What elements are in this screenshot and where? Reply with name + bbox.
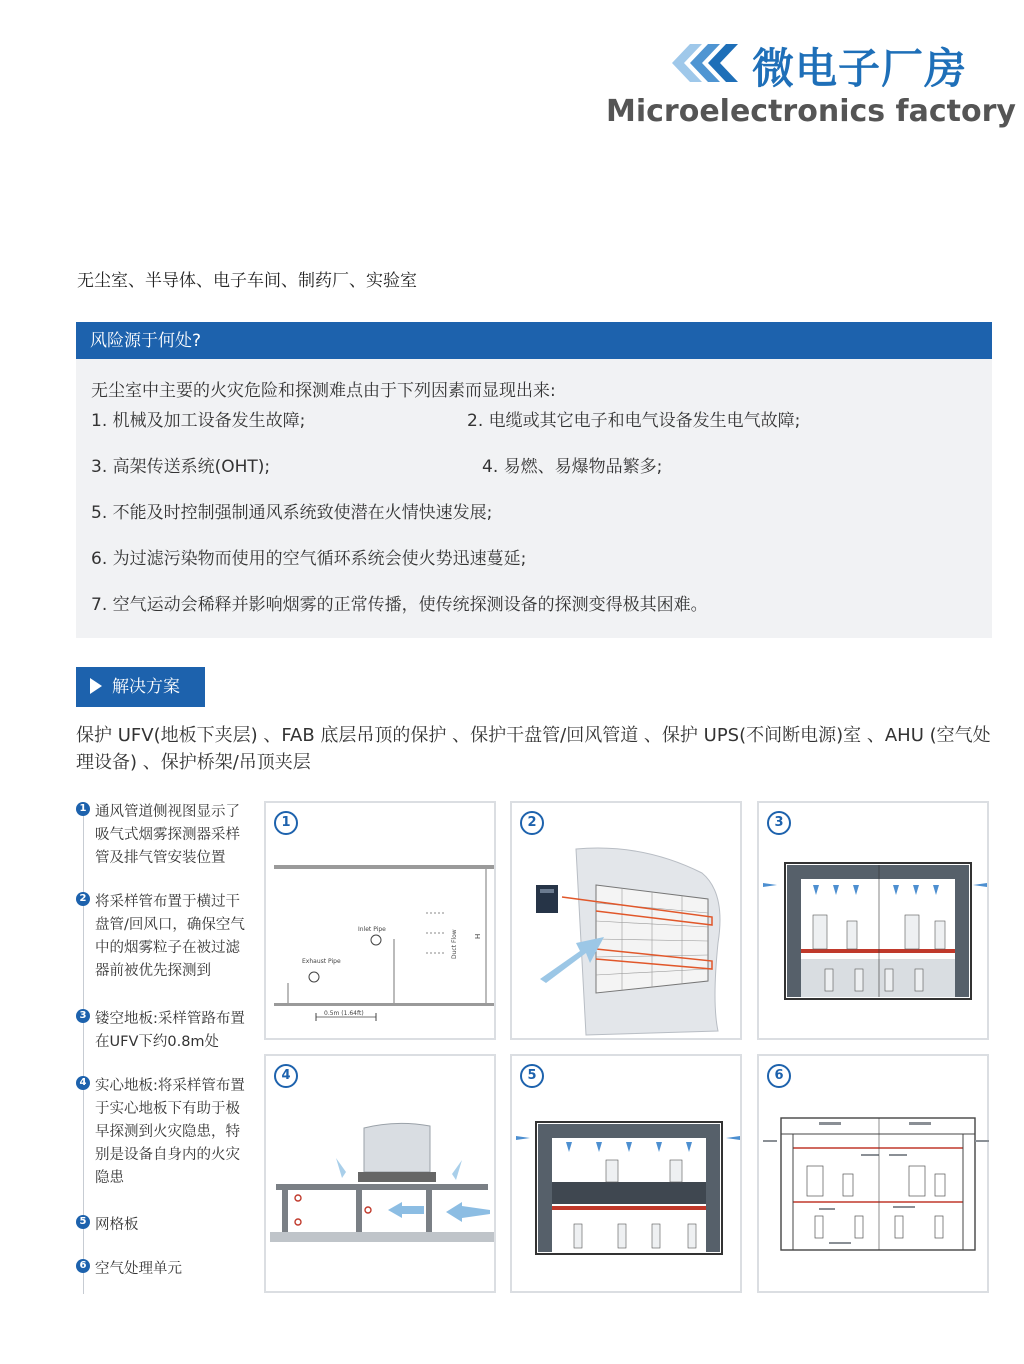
risk-item: 1. 机械及加工设备发生故障; [91, 411, 306, 431]
risk-heading: 风险源于何处? [90, 331, 202, 351]
step-text: 空气处理单元 [95, 1261, 182, 1277]
step-text: 网格板 [95, 1217, 139, 1233]
step-text: 镂空地板:采样管路布置在UFV下约0.8m处 [95, 1011, 245, 1050]
panel-number: 5 [520, 1064, 544, 1088]
brand-title-cn: 微电子厂房 [752, 44, 968, 93]
risk-item: 5. 不能及时控制强制通风系统致使潜在火情快速发展; [91, 503, 493, 523]
grating-diagram [512, 1056, 744, 1295]
step-text: 将采样管布置于横过干盘管/回风口，确保空气中的烟雾粒子在被过滤器前被优先探测到 [95, 894, 245, 979]
filter-diagram [512, 803, 744, 1042]
panel-number: 1 [274, 811, 298, 835]
figure-panel-solid-floor [264, 1054, 496, 1293]
risk-item: 3. 高架传送系统(OHT); [91, 457, 271, 477]
risk-item: 2. 电缆或其它电子和电气设备发生电气故障; [467, 411, 801, 431]
panel-number: 6 [767, 1064, 791, 1088]
risk-panel [76, 322, 992, 638]
figure-panel-grating [510, 1054, 742, 1293]
raised-floor-diagram [759, 803, 991, 1042]
legend-step [76, 1075, 254, 1190]
brand-title-en: Microelectronics factory [606, 94, 1016, 129]
solution-text: 保护 UFV(地板下夹层) 、FAB 底层吊顶的保护 、保护干盘管/回风管道 、保护 UPS(不间断电源)室 、AHU (空气处理设备) 、保护桥架/吊顶夹层 [76, 725, 991, 773]
chevron-logo-icon [668, 40, 740, 86]
figure-panel-raised-floor [757, 801, 989, 1040]
risk-item: 4. 易燃、易爆物品繁多; [482, 457, 663, 477]
step-number: 1 [76, 802, 90, 816]
application-areas: 无尘室、半导体、电子车间、制药厂、实验室 [77, 271, 417, 291]
legend-step [76, 891, 254, 983]
step-text: 通风管道侧视图显示了吸气式烟雾探测器采样管及排气管安装位置 [95, 804, 240, 866]
step-number: 6 [76, 1259, 90, 1273]
panel-number: 2 [520, 811, 544, 835]
panel-number: 4 [274, 1064, 298, 1088]
figure-panel-duct [264, 801, 496, 1040]
duct-diagram [266, 803, 498, 1042]
legend-step [76, 1008, 254, 1054]
dimension-label: 0.5m (1.64ft) [324, 1010, 364, 1017]
risk-item: 6. 为过滤污染物而使用的空气循环系统会使火势迅速蔓延; [91, 549, 527, 569]
step-number: 3 [76, 1009, 90, 1023]
risk-intro: 无尘室中主要的火灾危险和探测难点由于下列因素而显现出来: [91, 381, 556, 401]
step-number: 5 [76, 1215, 90, 1229]
solution-tab [76, 667, 205, 707]
panel-number: 3 [767, 811, 791, 835]
solid-floor-diagram [266, 1056, 498, 1295]
step-text: 实心地板:将采样管布置于实心地板下有助于极早探测到火灾隐患，特别是设备自身内的火灾隐患 [95, 1078, 245, 1186]
play-triangle-icon [90, 678, 102, 694]
risk-heading-bar [76, 322, 992, 359]
ahu-diagram [759, 1056, 991, 1295]
risk-item: 7. 空气运动会稀释并影响烟雾的正常传播，使传统探测设备的探测变得极其困难。 [91, 595, 708, 615]
legend-step [76, 1258, 254, 1281]
exhaust-pipe-label: Exhaust Pipe [302, 958, 341, 965]
solution-tab-label: 解决方案 [112, 677, 180, 697]
figure-panel-ahu [757, 1054, 989, 1293]
duct-flow-label: Duct Flow [451, 929, 458, 959]
step-number: 2 [76, 892, 90, 906]
inlet-pipe-label: Inlet Pipe [358, 926, 386, 933]
step-number: 4 [76, 1076, 90, 1090]
figure-panel-filter [510, 801, 742, 1040]
height-label: H [474, 933, 482, 939]
legend-step [76, 801, 254, 870]
legend-step [76, 1214, 254, 1237]
